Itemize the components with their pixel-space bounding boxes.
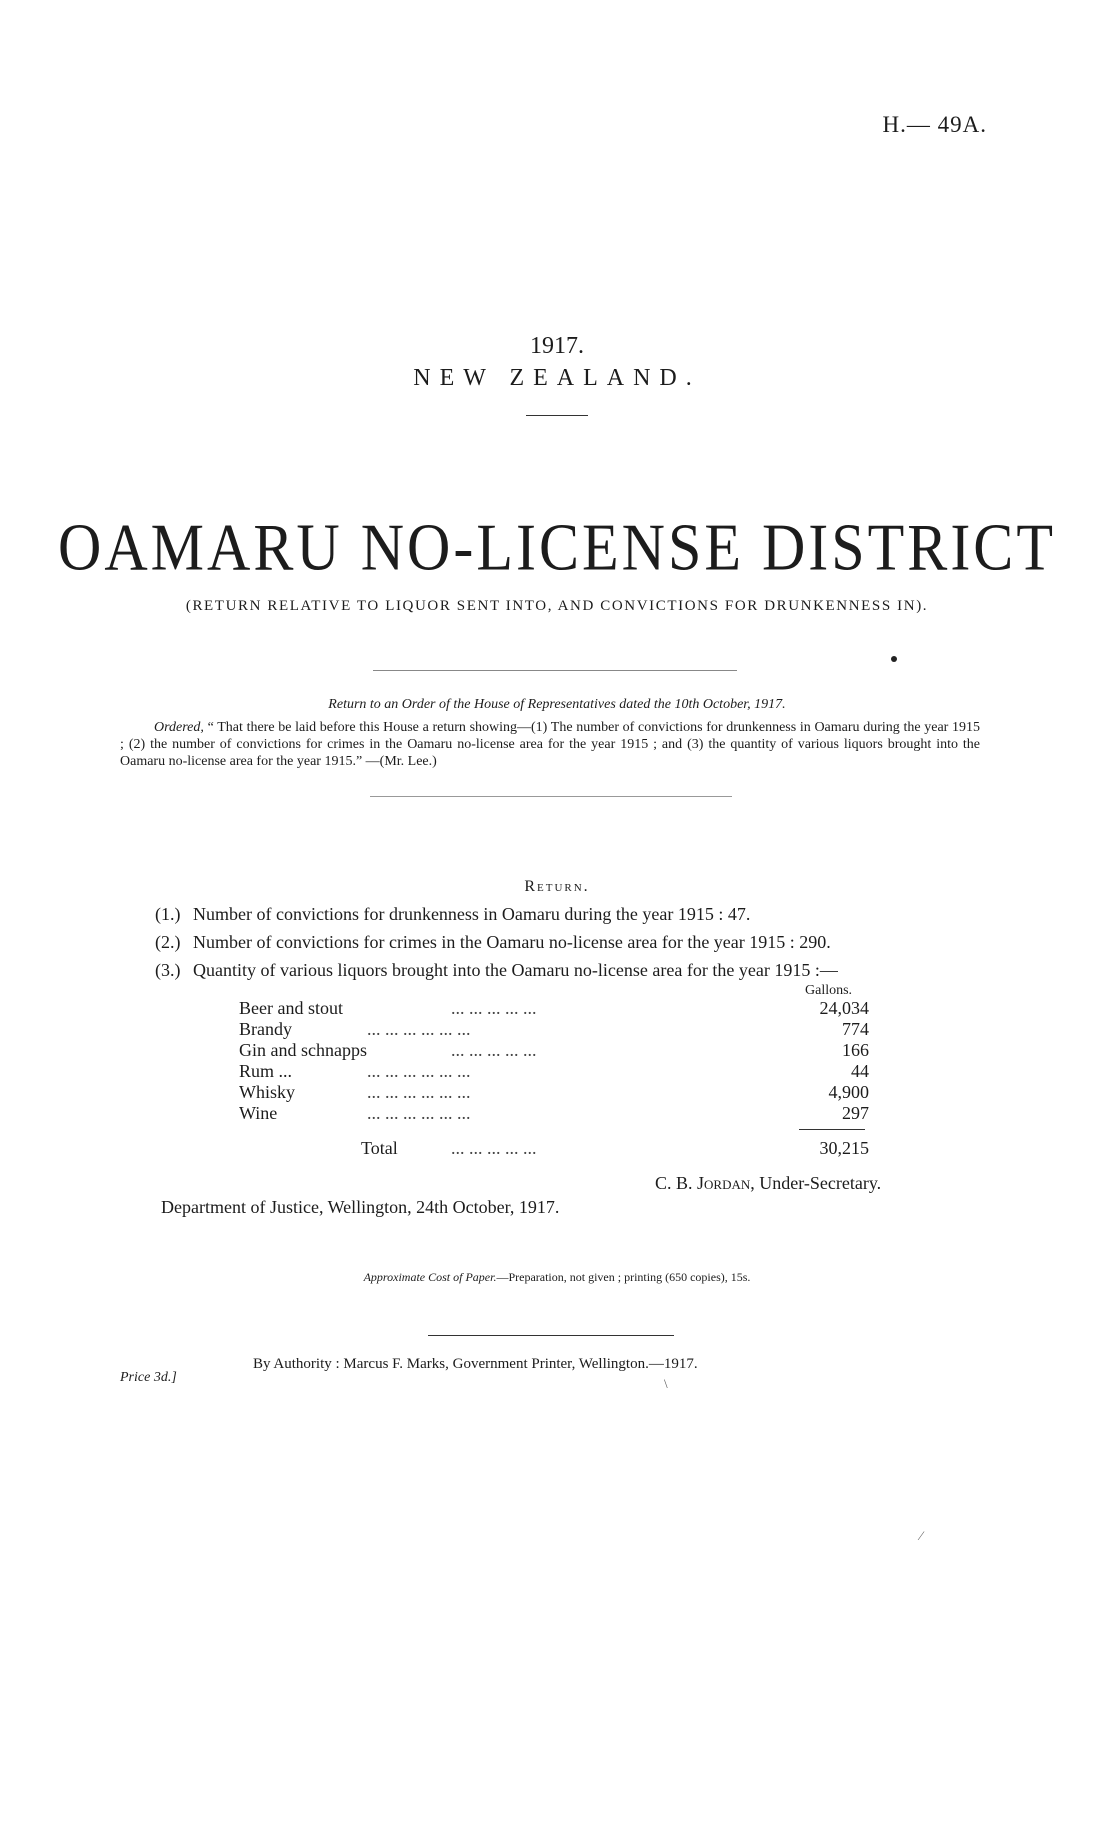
table-row — [239, 1082, 869, 1103]
leader-dots: ... ... ... ... ... ... — [367, 1082, 471, 1102]
item-text: Number of convictions for crimes in the Oamaru no-license area for the year 1915 : 290. — [193, 932, 831, 952]
leader-dots: ... ... ... ... ... — [451, 1138, 537, 1158]
total-label: Total — [361, 1138, 398, 1158]
divider-rule — [526, 415, 588, 416]
liquor-name: Brandy — [239, 1019, 292, 1039]
liquor-gallons: 774 — [842, 1019, 869, 1039]
liquor-gallons: 166 — [842, 1040, 869, 1060]
ink-dot — [891, 656, 897, 662]
leader-dots: ... ... ... ... ... — [451, 1040, 537, 1060]
order-paragraph — [120, 719, 980, 770]
document-reference: H.— 49A. — [882, 112, 987, 137]
liquor-name: Beer and stout — [239, 998, 343, 1018]
order-text: “ That there be laid before this House a return showing—(1) The number of convictions for drunkenness in Oamaru during the year 1915 ; (2) the number of convictions for crimes in the Oamaru no-license area for the year 1915 ; and (3) the quantity of various liquors brought into the Oamaru no-license area for the year 1915.” —(Mr. Lee.) — [120, 720, 980, 769]
divider-rule — [370, 796, 732, 797]
leader-dots: ... ... ... ... ... ... — [367, 1103, 471, 1123]
item-text: Quantity of various liquors brought into the Oamaru no-license area for the year 1915 :— — [193, 960, 838, 980]
pen-mark: \ — [664, 1376, 668, 1391]
table-total-row — [239, 1138, 869, 1159]
liquor-name: Rum ... — [239, 1061, 293, 1081]
return-item — [155, 960, 838, 981]
divider-rule — [373, 670, 737, 671]
liquor-name: Wine — [239, 1103, 278, 1123]
total-rule — [799, 1129, 865, 1130]
department-line: Department of Justice, Wellington, 24th October, 1917. — [161, 1197, 560, 1217]
item-number: (2.) — [155, 932, 181, 952]
signature — [655, 1173, 881, 1194]
return-heading: Return. — [524, 878, 590, 895]
liquor-gallons: 24,034 — [819, 998, 869, 1018]
table-row — [239, 1061, 869, 1082]
liquor-gallons: 4,900 — [828, 1082, 869, 1102]
cost-label: Approximate Cost of Paper. — [363, 1270, 497, 1284]
leader-dots: ... ... ... ... ... ... — [367, 1061, 471, 1081]
item-number: (1.) — [155, 904, 181, 924]
order-heading: Return to an Order of the House of Representatives dated the 10th October, 1917. — [328, 697, 786, 712]
country-heading: NEW ZEALAND. — [413, 365, 701, 391]
liquor-gallons: 44 — [851, 1061, 869, 1081]
pen-mark: ⁄ — [920, 1528, 923, 1543]
price-label: Price 3d.] — [120, 1370, 177, 1385]
table-row — [239, 1040, 869, 1061]
table-row — [239, 1103, 869, 1124]
page-title: OAMARU NO-LICENSE DISTRICT — [58, 509, 1056, 584]
item-text: Number of convictions for drunkenness in Oamaru during the year 1915 : 47. — [193, 904, 751, 924]
return-item — [155, 904, 750, 925]
total-gallons: 30,215 — [819, 1138, 869, 1158]
cost-text: —Preparation, not given ; printing (650 copies), 15s. — [496, 1270, 751, 1284]
leader-dots: ... ... ... ... ... ... — [367, 1019, 471, 1039]
item-number: (3.) — [155, 960, 181, 980]
table-row — [239, 998, 869, 1019]
cost-of-paper — [0, 1270, 1114, 1285]
signature-title: Under-Secretary. — [759, 1173, 882, 1193]
return-item — [155, 932, 831, 953]
table-row — [239, 1019, 869, 1040]
table-unit-header: Gallons. — [805, 983, 853, 998]
liquor-gallons: 297 — [842, 1103, 869, 1123]
page-subtitle: (RETURN RELATIVE TO LIQUOR SENT INTO, AND CONVICTIONS FOR DRUNKENNESS IN). — [185, 598, 929, 614]
liquor-name: Gin and schnapps — [239, 1040, 367, 1060]
liquor-name: Whisky — [239, 1082, 295, 1102]
printer-authority: By Authority : Marcus F. Marks, Government Printer, Wellington.—1917. — [253, 1356, 698, 1372]
leader-dots: ... ... ... ... ... — [451, 998, 537, 1018]
order-word: Ordered, — [154, 720, 204, 735]
divider-rule — [428, 1335, 674, 1336]
document-year: 1917. — [530, 333, 584, 359]
signature-name: C. B. Jordan, — [655, 1173, 755, 1193]
